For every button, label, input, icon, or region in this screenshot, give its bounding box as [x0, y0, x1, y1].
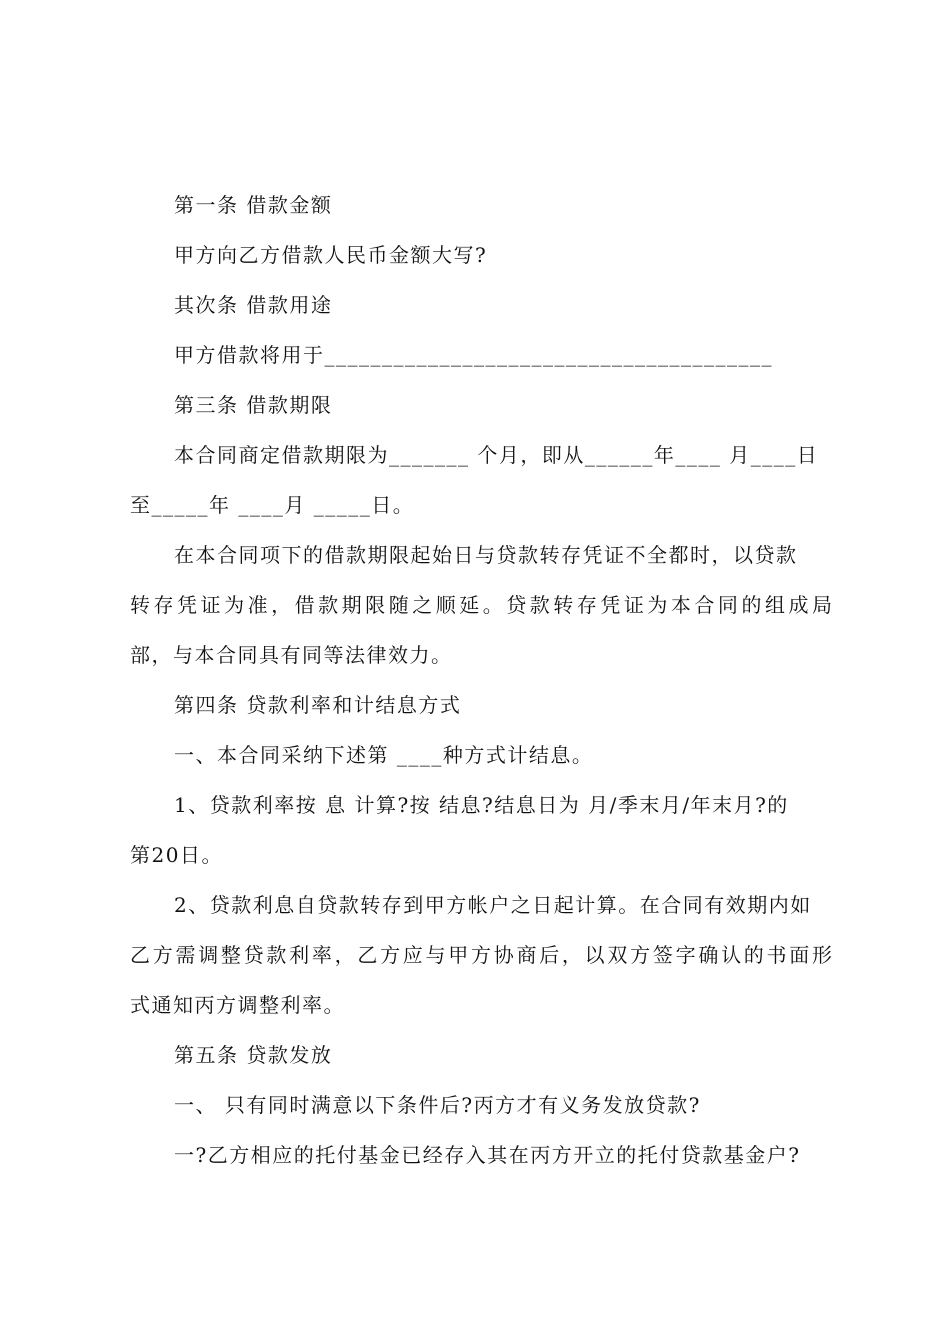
loan-purpose-text: 甲方借款将用于_______________________________________: [174, 343, 773, 367]
term-paragraph-line-3: 部，与本合同具有同等法律效力。: [130, 643, 453, 667]
term-paragraph-line-2: 转存凭证为准，借款期限随之顺延。贷款转存凭证为本合同的组成局: [130, 593, 832, 617]
interest-rate-clause-2-line-2: 乙方需调整贷款利率，乙方应与甲方协商后，以双方签字确认的书面形: [130, 943, 832, 967]
article-1-heading: 第一条 借款金额: [174, 193, 333, 217]
interest-rate-clause-2-line-3: 式通知丙方调整利率。: [130, 993, 345, 1017]
term-paragraph-line-1: 在本合同项下的借款期限起始日与贷款转存凭证不全都时，以贷款: [174, 543, 798, 567]
article-3-heading: 第三条 借款期限: [174, 393, 333, 417]
article-5-heading: 第五条 贷款发放: [174, 1043, 333, 1067]
disbursement-condition-text: 一、 只有同时满意以下条件后?丙方才有义务发放贷款?: [174, 1093, 701, 1117]
interest-rate-clause-2-line-1: 2、贷款利息自贷款转存到甲方帐户之日起计算。在合同有效期内如: [174, 893, 812, 917]
article-4-heading: 第四条 贷款利率和计结息方式: [174, 693, 462, 717]
loan-term-text: 本合同商定借款期限为_______ 个月，即从______年____ 月____日: [174, 443, 819, 467]
loan-term-text-cont: 至_____年 ____月 _____日。: [130, 493, 415, 517]
interest-method-text: 一、本合同采纳下述第 ____种方式计结息。: [174, 743, 594, 767]
disbursement-condition-item-1: 一?乙方相应的托付基金已经存入其在丙方开立的托付贷款基金户?: [174, 1143, 801, 1167]
article-2-heading: 其次条 借款用途: [174, 293, 333, 317]
interest-rate-clause-1-cont: 第20日。: [130, 843, 223, 867]
interest-rate-clause-1: 1、贷款利率按 息 计算?按 结息?结息日为 月/季末月/年末月?的: [174, 793, 789, 817]
loan-amount-text: 甲方向乙方借款人民币金额大写?: [174, 243, 488, 267]
